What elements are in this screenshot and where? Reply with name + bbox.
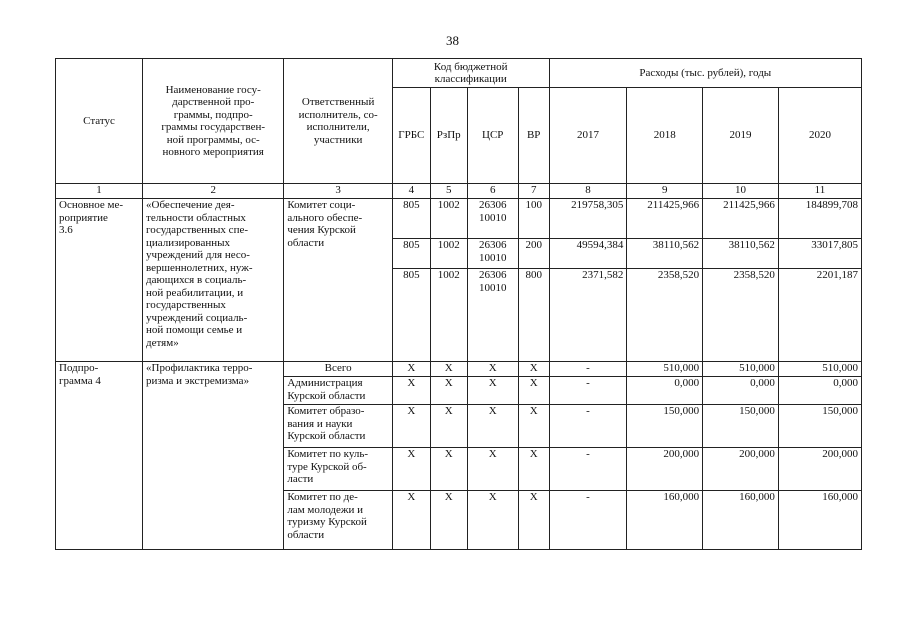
cell-grbs: Х [392,448,430,491]
header-rzpr: РзПр [430,88,467,184]
cell-2017: - [549,377,627,405]
cell-vr: Х [518,362,549,377]
cell-vr: Х [518,377,549,405]
cell-rzpr: Х [430,491,467,550]
cell-2019: 38110,562 [703,239,779,269]
cell-2020: 200,000 [778,448,861,491]
header-2020: 2020 [778,88,861,184]
col-number: 1 [56,184,143,199]
header-responsible: Ответственный исполнитель, со- исполнители, участники [284,59,393,184]
cell-responsible: Комитет по де- лам молодежи и туризму Курской области [284,491,393,550]
cell-vr: 100 [518,199,549,239]
cell-2018: 2358,520 [627,269,703,362]
cell-grbs: Х [392,377,430,405]
col-number: 5 [430,184,467,199]
col-number: 8 [549,184,627,199]
cell-2017: - [549,448,627,491]
col-number: 11 [778,184,861,199]
cell-2019: 160,000 [703,491,779,550]
cell-2019: 2358,520 [703,269,779,362]
header-2017: 2017 [549,88,627,184]
cell-vr: 200 [518,239,549,269]
cell-grbs: Х [392,405,430,448]
cell-2020: 0,000 [778,377,861,405]
cell-csr: Х [467,405,518,448]
cell-responsible: Администрация Курской области [284,377,393,405]
cell-csr: Х [467,491,518,550]
column-numbers-row [56,184,862,199]
cell-csr: Х [467,377,518,405]
header-name: Наименование госу- дарственной про- граммы, подпро- граммы государствен- ной программы, ос- новного мероприятия [143,59,284,184]
cell-2020: 2201,187 [778,269,861,362]
budget-table [55,58,862,550]
cell-2020: 33017,805 [778,239,861,269]
cell-grbs: 805 [392,269,430,362]
cell-2018: 150,000 [627,405,703,448]
col-number: 2 [143,184,284,199]
cell-rzpr: 1002 [430,199,467,239]
block2-name: «Профилактика терро- ризма и экстремизма» [143,362,284,550]
cell-grbs: Х [392,362,430,377]
block1-status: Основное ме- роприятие 3.6 [56,199,143,362]
cell-grbs: Х [392,491,430,550]
cell-2020: 160,000 [778,491,861,550]
cell-2019: 150,000 [703,405,779,448]
cell-2019: 510,000 [703,362,779,377]
cell-grbs: 805 [392,199,430,239]
block1-name: «Обеспечение дея- тельности областных государственных спе- циализированных учреждений для несо- вершеннолетних, нуж- дающихся в социаль- ной реабилитации, и государственных учреждений социаль- ной помощи семье и детям» [143,199,284,362]
col-number: 4 [392,184,430,199]
cell-2018: 38110,562 [627,239,703,269]
cell-rzpr: Х [430,448,467,491]
table-row [56,362,862,377]
cell-2019: 200,000 [703,448,779,491]
cell-csr: 26306 10010 [467,239,518,269]
cell-vr: Х [518,491,549,550]
col-number: 10 [703,184,779,199]
header-csr: ЦСР [467,88,518,184]
cell-csr: 26306 10010 [467,199,518,239]
cell-2018: 211425,966 [627,199,703,239]
cell-vr: Х [518,448,549,491]
cell-responsible: Комитет образо- вания и науки Курской области [284,405,393,448]
col-number: 7 [518,184,549,199]
cell-2020: 150,000 [778,405,861,448]
cell-2017: 2371,582 [549,269,627,362]
block1-responsible: Комитет соци- ального обеспе- чения Курской области [284,199,393,362]
cell-2019: 211425,966 [703,199,779,239]
cell-rzpr: 1002 [430,269,467,362]
col-number: 3 [284,184,393,199]
header-vr: ВР [518,88,549,184]
header-expenses: Расходы (тыс. рублей), годы [549,59,861,88]
header-grbs: ГРБС [392,88,430,184]
cell-2018: 510,000 [627,362,703,377]
header-2019: 2019 [703,88,779,184]
cell-2018: 0,000 [627,377,703,405]
table-row [56,199,862,239]
cell-2020: 510,000 [778,362,861,377]
block2-status: Подпро- грамма 4 [56,362,143,550]
cell-vr: Х [518,405,549,448]
cell-rzpr: 1002 [430,239,467,269]
cell-responsible: Комитет по куль- туре Курской об- ласти [284,448,393,491]
cell-2020: 184899,708 [778,199,861,239]
cell-2017: 219758,305 [549,199,627,239]
cell-2018: 200,000 [627,448,703,491]
header-budget-code: Код бюджетной классификации [392,59,549,88]
cell-rzpr: Х [430,405,467,448]
cell-grbs: 805 [392,239,430,269]
cell-2017: - [549,405,627,448]
cell-csr: 26306 10010 [467,269,518,362]
cell-2018: 160,000 [627,491,703,550]
header-status: Статус [56,59,143,184]
col-number: 9 [627,184,703,199]
cell-csr: Х [467,362,518,377]
page-number: 38 [446,33,459,48]
header-2018: 2018 [627,88,703,184]
cell-rzpr: Х [430,362,467,377]
cell-vr: 800 [518,269,549,362]
cell-rzpr: Х [430,377,467,405]
cell-2017: - [549,362,627,377]
cell-csr: Х [467,448,518,491]
cell-2017: 49594,384 [549,239,627,269]
cell-2017: - [549,491,627,550]
col-number: 6 [467,184,518,199]
cell-responsible: Всего [284,362,393,377]
cell-2019: 0,000 [703,377,779,405]
